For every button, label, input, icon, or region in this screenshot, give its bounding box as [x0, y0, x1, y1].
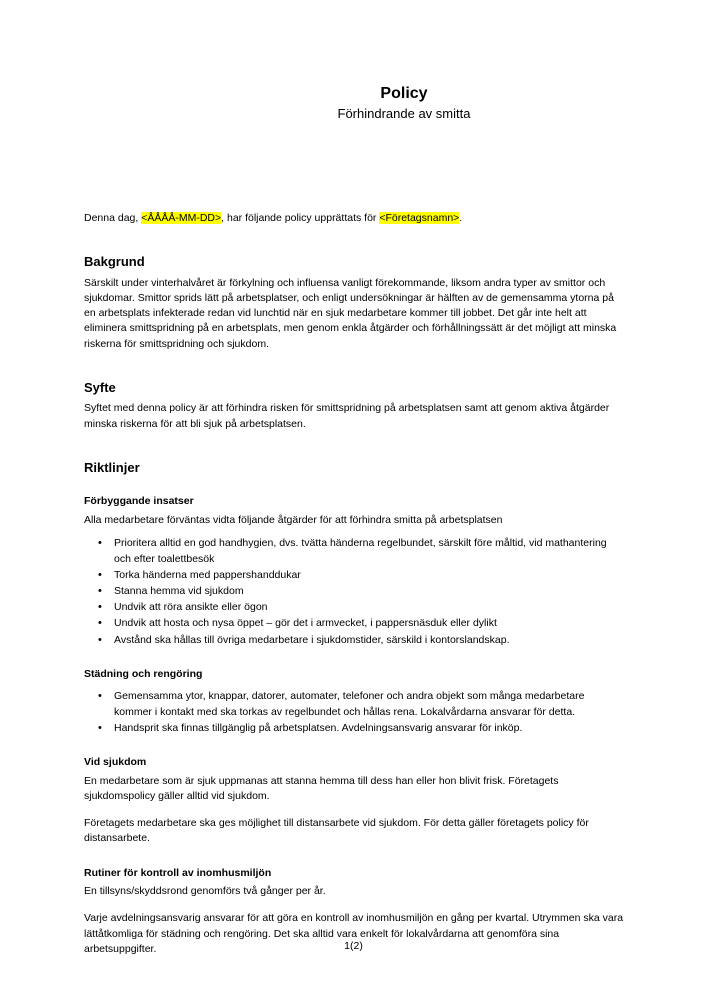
subsection-paragraph-illness-2: Företagets medarbetare ska ges möjlighet till distansarbete vid sjukdom. För detta gäller företagets policy för distansarbete. [84, 817, 589, 845]
subsection-heading-illness: Vid sjukdom [84, 756, 147, 769]
subsection-intro-prevention: Alla medarbetare förväntas vidta följande åtgärder för att förhindra smitta på arbetsplatsen [84, 514, 503, 527]
list-item: • Gemensamma ytor, knappar, datorer, automater, telefoner och andra objekt som många medarbetare kommer i kontakt med ska torkas av regelbundet och hållas rena. Lokalvårdarna ansvarar för detta. [84, 689, 624, 719]
prevention-bullet-list [84, 536, 624, 648]
subsection-paragraph-indoor-2: Varje avdelningsansvarig ansvarar för att göra en kontroll av inomhusmiljön en gång per kvartal. Utrymmen ska vara lättåtkomliga för städning och rengöring. Det ska alltid vara enkelt för lokalvårdarna att genomföra sina arbetsuppgifter. [84, 912, 624, 955]
list-item: • Undvik att röra ansikte eller ögon [84, 600, 624, 615]
subsection-heading-cleaning: Städning och rengöring [84, 667, 203, 680]
section-paragraph-syfte: Syftet med denna policy är att förhindra risken för smittspridning på arbetsplatsen samt att genom aktiva åtgärder minska riskerna för att bli sjuk på arbetsplatsen. [84, 402, 610, 430]
cleaning-bullet-list [84, 689, 624, 736]
title-block [84, 84, 624, 123]
subsection-paragraph-indoor-1: En tillsyns/skyddsrond genomförs två gånger per år. [84, 885, 326, 898]
intro-text-after: . [459, 211, 463, 224]
section-heading-syfte: Syfte [84, 379, 116, 395]
date-placeholder: <ÅÅÅÅ-MM-DD> [141, 211, 222, 224]
list-item: • Stanna hemma vid sjukdom [84, 584, 624, 599]
intro-text-before: Denna dag, [84, 211, 142, 224]
list-item: • Avstånd ska hållas till övriga medarbetare i sjukdomstider, särskild i kontorslandskap. [84, 633, 624, 648]
company-placeholder: <Företagsnamn> [379, 211, 460, 224]
page-number: 1(2) [344, 940, 363, 952]
list-item: • Handsprit ska finnas tillgänglig på arbetsplatsen. Avdelningsansvarig ansvarar för inköp. [84, 721, 624, 736]
section-heading-riktlinjer: Riktlinjer [84, 459, 140, 475]
subsection-paragraph-illness-1: En medarbetare som är sjuk uppmanas att stanna hemma till dess han eller hon blivit frisk. Företagets sjukdomspolicy gäller alltid vid sjukdom. [84, 774, 559, 802]
intro-paragraph [84, 211, 624, 226]
page-subtitle: Förhindrande av smitta [337, 106, 471, 121]
list-item: • Torka händerna med pappershanddukar [84, 568, 624, 583]
list-item: • Prioritera alltid en god handhygien, dvs. tvätta händerna regelbundet, särskilt före måltid, vid mathantering och efter toalettbesök [84, 536, 624, 566]
list-item: • Undvik att hosta och nysa öppet – gör det i armvecket, i pappersnäsduk eller dylikt [84, 616, 624, 631]
intro-text-middle: , har följande policy upprättats för [221, 211, 380, 224]
page-footer [0, 940, 707, 952]
page-title: Policy [380, 85, 428, 102]
subsection-heading-indoor: Rutiner för kontroll av inomhusmiljön [84, 866, 272, 879]
subsection-heading-prevention: Förbyggande insatser [84, 495, 194, 508]
document-content [84, 0, 624, 957]
section-heading-bakgrund: Bakgrund [84, 254, 145, 270]
section-paragraph-bakgrund: Särskilt under vinterhalvåret är förkylning och influensa vanligt förekommande, liksom andra typer av smittor och sjukdomar. Smittor sprids lätt på arbetsplatser, och enligt undersökningar är hälften av de gemensamma ytorna på en arbetsplats infekterade redan vid lunchtid när en sjuk medarbetare kommer till jobbet. Det går inte helt att eliminera smittspridning på en arbetsplats, men genom enkla åtgärder och förhållningssätt är det möjligt att minska riskerna för smittspridning och sjukdom. [84, 276, 617, 350]
